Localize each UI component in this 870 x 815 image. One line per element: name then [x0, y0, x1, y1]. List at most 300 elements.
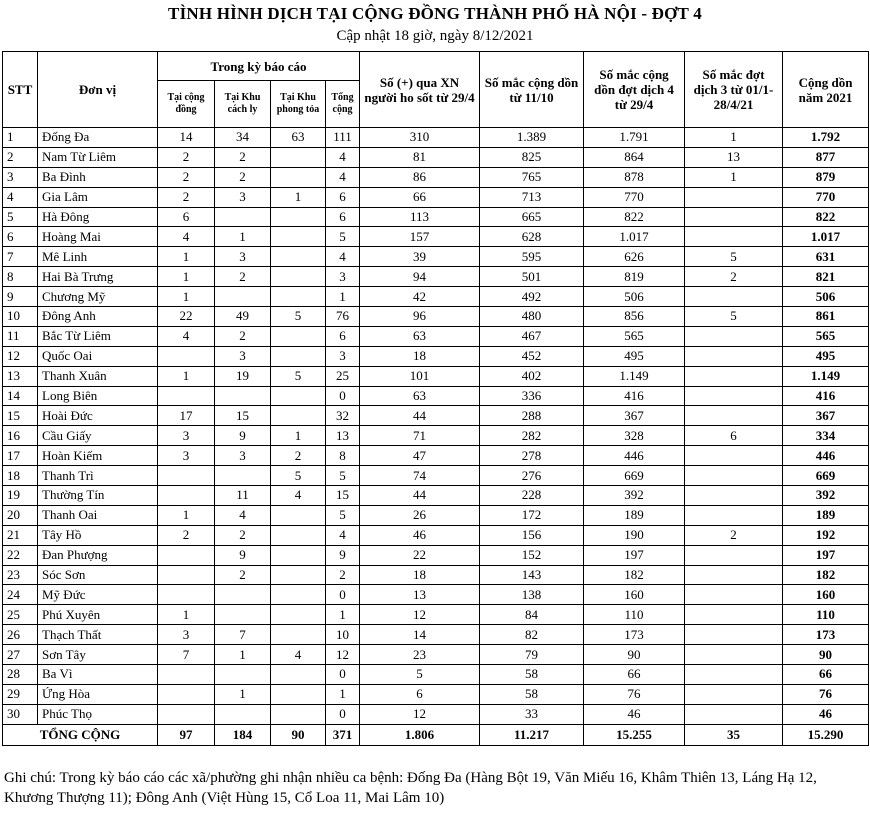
- total-row: [3, 724, 869, 745]
- row-cong-don-2021: 90: [783, 645, 869, 665]
- row-so-mac-tu-11-10: 628: [480, 227, 584, 247]
- row-tai-cong-dong: 22: [158, 307, 215, 327]
- row-tong-cong: 1: [326, 287, 360, 307]
- row-stt: 26: [3, 625, 38, 645]
- row-cong-don-2021: 66: [783, 665, 869, 685]
- row-cong-don-2021: 446: [783, 446, 869, 466]
- row-don-vi: Long Biên: [38, 386, 158, 406]
- row-stt: 16: [3, 426, 38, 446]
- row-tai-khu-phong-toa: [271, 227, 326, 247]
- row-tong-cong: 15: [326, 486, 360, 506]
- row-so-mac-dot-3: 2: [685, 525, 783, 545]
- header-so-mac-dot-3: Số mắc đợt dịch 3 từ 01/1-28/4/21: [685, 52, 783, 128]
- row-tai-cong-dong: [158, 684, 215, 704]
- row-tai-cong-dong: 2: [158, 187, 215, 207]
- row-tai-cong-dong: 4: [158, 227, 215, 247]
- row-so-mac-dot-3: [685, 227, 783, 247]
- table-row: [3, 267, 869, 287]
- row-so-duong-tinh: 44: [360, 486, 480, 506]
- row-tai-cong-dong: 1: [158, 505, 215, 525]
- table-row: [3, 605, 869, 625]
- row-tong-cong: 1: [326, 684, 360, 704]
- row-stt: 27: [3, 645, 38, 665]
- row-tai-cong-dong: [158, 704, 215, 724]
- row-so-mac-tu-11-10: 595: [480, 247, 584, 267]
- header-tai-cong-dong: Tại cộng đồng: [158, 81, 215, 128]
- row-so-duong-tinh: 18: [360, 565, 480, 585]
- row-tai-khu-cach-ly: 2: [215, 326, 271, 346]
- row-so-duong-tinh: 63: [360, 326, 480, 346]
- row-so-mac-tu-11-10: 79: [480, 645, 584, 665]
- row-tong-cong: 32: [326, 406, 360, 426]
- row-don-vi: Thường Tín: [38, 486, 158, 506]
- header-trong-ky-bao-cao: Trong kỳ báo cáo: [158, 52, 360, 81]
- header-tai-khu-cach-ly: Tại Khu cách ly: [215, 81, 271, 128]
- row-don-vi: Thanh Xuân: [38, 366, 158, 386]
- row-tai-cong-dong: 1: [158, 605, 215, 625]
- table-row: [3, 525, 869, 545]
- row-so-mac-dot-4: 160: [584, 585, 685, 605]
- row-so-mac-tu-11-10: 402: [480, 366, 584, 386]
- row-so-mac-dot-3: [685, 466, 783, 486]
- row-don-vi: Thanh Trì: [38, 466, 158, 486]
- row-don-vi: Đống Đa: [38, 128, 158, 148]
- row-tong-cong: 12: [326, 645, 360, 665]
- table-row: [3, 585, 869, 605]
- row-so-duong-tinh: 113: [360, 207, 480, 227]
- row-so-mac-tu-11-10: 278: [480, 446, 584, 466]
- row-so-mac-tu-11-10: 467: [480, 326, 584, 346]
- row-so-mac-tu-11-10: 156: [480, 525, 584, 545]
- row-tai-khu-phong-toa: [271, 386, 326, 406]
- row-stt: 3: [3, 167, 38, 187]
- row-don-vi: Thạch Thất: [38, 625, 158, 645]
- row-so-duong-tinh: 39: [360, 247, 480, 267]
- row-so-mac-dot-3: [685, 346, 783, 366]
- row-so-mac-dot-4: 90: [584, 645, 685, 665]
- row-tai-khu-cach-ly: 1: [215, 227, 271, 247]
- row-don-vi: Cầu Giấy: [38, 426, 158, 446]
- row-don-vi: Ứng Hòa: [38, 684, 158, 704]
- row-tai-khu-phong-toa: 4: [271, 486, 326, 506]
- row-tai-khu-phong-toa: 2: [271, 446, 326, 466]
- row-so-mac-tu-11-10: 501: [480, 267, 584, 287]
- row-cong-don-2021: 879: [783, 167, 869, 187]
- table-body: [3, 128, 869, 725]
- row-tong-cong: 0: [326, 585, 360, 605]
- row-so-mac-tu-11-10: 1.389: [480, 128, 584, 148]
- table-row: [3, 565, 869, 585]
- row-so-mac-tu-11-10: 713: [480, 187, 584, 207]
- row-tong-cong: 111: [326, 128, 360, 148]
- table-row: [3, 466, 869, 486]
- row-so-duong-tinh: 86: [360, 167, 480, 187]
- total-cell: 15.290: [783, 724, 869, 745]
- total-cell: 371: [326, 724, 360, 745]
- table-row: [3, 227, 869, 247]
- row-so-duong-tinh: 14: [360, 625, 480, 645]
- header-tai-khu-phong-toa: Tại Khu phong tỏa: [271, 81, 326, 128]
- row-tai-cong-dong: 1: [158, 287, 215, 307]
- row-so-mac-dot-3: [685, 505, 783, 525]
- total-cell: 1.806: [360, 724, 480, 745]
- row-tai-cong-dong: [158, 486, 215, 506]
- row-tai-khu-phong-toa: [271, 704, 326, 724]
- row-so-mac-tu-11-10: 276: [480, 466, 584, 486]
- row-don-vi: Sóc Sơn: [38, 565, 158, 585]
- row-tai-khu-phong-toa: [271, 147, 326, 167]
- table-row: [3, 406, 869, 426]
- table-row: [3, 505, 869, 525]
- row-tong-cong: 4: [326, 167, 360, 187]
- row-so-mac-dot-3: [685, 684, 783, 704]
- row-tai-khu-cach-ly: 2: [215, 565, 271, 585]
- row-cong-don-2021: 197: [783, 545, 869, 565]
- row-cong-don-2021: 392: [783, 486, 869, 506]
- row-cong-don-2021: 1.149: [783, 366, 869, 386]
- row-so-mac-dot-4: 770: [584, 187, 685, 207]
- row-stt: 19: [3, 486, 38, 506]
- row-cong-don-2021: 76: [783, 684, 869, 704]
- row-tai-khu-cach-ly: 3: [215, 247, 271, 267]
- row-tong-cong: 10: [326, 625, 360, 645]
- row-tong-cong: 25: [326, 366, 360, 386]
- row-cong-don-2021: 1.017: [783, 227, 869, 247]
- total-cell: 11.217: [480, 724, 584, 745]
- row-tai-khu-phong-toa: [271, 247, 326, 267]
- row-so-mac-dot-3: [685, 665, 783, 685]
- row-so-mac-tu-11-10: 288: [480, 406, 584, 426]
- row-tai-khu-cach-ly: [215, 466, 271, 486]
- row-tai-khu-phong-toa: [271, 525, 326, 545]
- row-tai-cong-dong: 1: [158, 267, 215, 287]
- row-so-duong-tinh: 157: [360, 227, 480, 247]
- row-tong-cong: 3: [326, 267, 360, 287]
- row-so-mac-dot-4: 197: [584, 545, 685, 565]
- row-tong-cong: 0: [326, 665, 360, 685]
- row-so-mac-tu-11-10: 84: [480, 605, 584, 625]
- row-so-mac-tu-11-10: 492: [480, 287, 584, 307]
- row-don-vi: Gia Lâm: [38, 187, 158, 207]
- total-cell: 15.255: [584, 724, 685, 745]
- row-so-mac-tu-11-10: 58: [480, 684, 584, 704]
- row-so-mac-dot-4: 1.791: [584, 128, 685, 148]
- header-so-duong-tinh: Số (+) qua XN người ho sốt từ 29/4: [360, 52, 480, 128]
- row-so-mac-dot-4: 173: [584, 625, 685, 645]
- row-so-mac-dot-4: 66: [584, 665, 685, 685]
- row-cong-don-2021: 46: [783, 704, 869, 724]
- row-cong-don-2021: 334: [783, 426, 869, 446]
- table-row: [3, 665, 869, 685]
- row-cong-don-2021: 821: [783, 267, 869, 287]
- row-so-mac-dot-3: [685, 207, 783, 227]
- row-cong-don-2021: 877: [783, 147, 869, 167]
- row-tai-khu-cach-ly: [215, 207, 271, 227]
- row-stt: 18: [3, 466, 38, 486]
- row-so-mac-dot-3: [685, 406, 783, 426]
- row-tong-cong: 3: [326, 346, 360, 366]
- row-so-mac-tu-11-10: 480: [480, 307, 584, 327]
- row-so-mac-tu-11-10: 138: [480, 585, 584, 605]
- row-tai-khu-cach-ly: 34: [215, 128, 271, 148]
- row-cong-don-2021: 110: [783, 605, 869, 625]
- row-so-duong-tinh: 12: [360, 704, 480, 724]
- row-don-vi: Sơn Tây: [38, 645, 158, 665]
- row-tai-cong-dong: 6: [158, 207, 215, 227]
- row-so-duong-tinh: 13: [360, 585, 480, 605]
- row-don-vi: Đông Anh: [38, 307, 158, 327]
- row-so-duong-tinh: 94: [360, 267, 480, 287]
- row-tai-khu-cach-ly: 3: [215, 346, 271, 366]
- row-don-vi: Phú Xuyên: [38, 605, 158, 625]
- row-tong-cong: 5: [326, 227, 360, 247]
- row-stt: 4: [3, 187, 38, 207]
- row-so-mac-dot-4: 110: [584, 605, 685, 625]
- row-don-vi: Bắc Từ Liêm: [38, 326, 158, 346]
- row-tai-khu-phong-toa: [271, 267, 326, 287]
- row-so-mac-dot-3: [685, 625, 783, 645]
- row-tai-khu-cach-ly: 7: [215, 625, 271, 645]
- row-tai-cong-dong: [158, 386, 215, 406]
- row-tai-khu-phong-toa: [271, 585, 326, 605]
- header-don-vi: Đơn vị: [38, 52, 158, 128]
- row-so-duong-tinh: 44: [360, 406, 480, 426]
- row-tai-khu-cach-ly: 2: [215, 267, 271, 287]
- row-cong-don-2021: 192: [783, 525, 869, 545]
- row-so-mac-dot-4: 76: [584, 684, 685, 704]
- row-stt: 22: [3, 545, 38, 565]
- row-tong-cong: 13: [326, 426, 360, 446]
- row-so-duong-tinh: 18: [360, 346, 480, 366]
- row-tai-khu-cach-ly: 2: [215, 147, 271, 167]
- row-tai-khu-cach-ly: [215, 287, 271, 307]
- row-so-duong-tinh: 81: [360, 147, 480, 167]
- row-so-mac-dot-3: [685, 565, 783, 585]
- row-tai-khu-phong-toa: [271, 207, 326, 227]
- row-tai-khu-cach-ly: [215, 605, 271, 625]
- row-tai-khu-phong-toa: [271, 625, 326, 645]
- row-tong-cong: 4: [326, 525, 360, 545]
- report-title: TÌNH HÌNH DỊCH TẠI CỘNG ĐỒNG THÀNH PHỐ HÀ NỘI - ĐỢT 4: [168, 4, 702, 23]
- header-tong-cong: Tổng cộng: [326, 81, 360, 128]
- row-so-mac-dot-3: 1: [685, 167, 783, 187]
- row-so-duong-tinh: 47: [360, 446, 480, 466]
- row-cong-don-2021: 1.792: [783, 128, 869, 148]
- row-so-mac-dot-3: [685, 605, 783, 625]
- row-tai-cong-dong: [158, 466, 215, 486]
- row-tai-cong-dong: 1: [158, 366, 215, 386]
- row-so-mac-dot-4: 416: [584, 386, 685, 406]
- row-tai-cong-dong: [158, 565, 215, 585]
- row-so-mac-tu-11-10: 228: [480, 486, 584, 506]
- row-tai-khu-phong-toa: [271, 545, 326, 565]
- row-stt: 11: [3, 326, 38, 346]
- row-so-duong-tinh: 71: [360, 426, 480, 446]
- row-don-vi: Mỹ Đức: [38, 585, 158, 605]
- row-so-mac-tu-11-10: 152: [480, 545, 584, 565]
- row-so-mac-tu-11-10: 825: [480, 147, 584, 167]
- row-so-duong-tinh: 5: [360, 665, 480, 685]
- row-cong-don-2021: 160: [783, 585, 869, 605]
- row-so-duong-tinh: 46: [360, 525, 480, 545]
- row-tai-khu-cach-ly: 2: [215, 167, 271, 187]
- row-so-mac-dot-4: 1.149: [584, 366, 685, 386]
- row-tai-khu-phong-toa: [271, 346, 326, 366]
- row-cong-don-2021: 182: [783, 565, 869, 585]
- row-tong-cong: 6: [326, 326, 360, 346]
- row-so-mac-tu-11-10: 172: [480, 505, 584, 525]
- row-tai-cong-dong: [158, 585, 215, 605]
- row-so-mac-tu-11-10: 765: [480, 167, 584, 187]
- row-so-mac-dot-3: [685, 545, 783, 565]
- table-row: [3, 704, 869, 724]
- row-so-mac-dot-3: [685, 386, 783, 406]
- row-tai-khu-phong-toa: 4: [271, 645, 326, 665]
- total-cell: 184: [215, 724, 271, 745]
- row-stt: 23: [3, 565, 38, 585]
- row-tong-cong: 6: [326, 207, 360, 227]
- table-row: [3, 426, 869, 446]
- row-tai-cong-dong: [158, 665, 215, 685]
- row-stt: 5: [3, 207, 38, 227]
- row-so-mac-dot-3: 1: [685, 128, 783, 148]
- row-so-mac-tu-11-10: 58: [480, 665, 584, 685]
- row-so-mac-dot-3: [685, 326, 783, 346]
- table-row: [3, 386, 869, 406]
- row-tai-khu-cach-ly: 3: [215, 187, 271, 207]
- row-so-mac-dot-3: 13: [685, 147, 783, 167]
- row-cong-don-2021: 416: [783, 386, 869, 406]
- row-don-vi: Nam Từ Liêm: [38, 147, 158, 167]
- row-tong-cong: 4: [326, 147, 360, 167]
- header-stt: STT: [3, 52, 38, 128]
- row-tai-khu-phong-toa: [271, 565, 326, 585]
- table-row: [3, 346, 869, 366]
- row-tai-khu-phong-toa: [271, 505, 326, 525]
- row-so-mac-dot-3: [685, 287, 783, 307]
- table-row: [3, 307, 869, 327]
- row-don-vi: Chương Mỹ: [38, 287, 158, 307]
- row-tai-khu-cach-ly: [215, 386, 271, 406]
- row-tai-khu-phong-toa: 1: [271, 426, 326, 446]
- total-label: TỔNG CỘNG: [3, 724, 158, 745]
- row-so-mac-dot-4: 190: [584, 525, 685, 545]
- row-cong-don-2021: 631: [783, 247, 869, 267]
- row-tai-cong-dong: 2: [158, 167, 215, 187]
- row-so-mac-dot-3: [685, 366, 783, 386]
- row-stt: 10: [3, 307, 38, 327]
- table-row: [3, 147, 869, 167]
- row-cong-don-2021: 189: [783, 505, 869, 525]
- row-tong-cong: 5: [326, 466, 360, 486]
- table-row: [3, 326, 869, 346]
- row-so-mac-dot-4: 328: [584, 426, 685, 446]
- footnote: Ghi chú: Trong kỳ báo cáo các xã/phường ghi nhận nhiều ca bệnh: Đống Đa (Hàng Bột 19, Văn Miếu 16, Khâm Thiên 13, Láng Hạ 12, Khương Thượng 11); Đông Anh (Việt Hùng 15, Cổ Loa 11, Mai Lâm 10): [4, 770, 817, 806]
- row-tong-cong: 76: [326, 307, 360, 327]
- row-so-mac-dot-4: 819: [584, 267, 685, 287]
- row-tai-cong-dong: 3: [158, 625, 215, 645]
- row-so-mac-dot-4: 864: [584, 147, 685, 167]
- row-tai-khu-phong-toa: 5: [271, 307, 326, 327]
- row-stt: 21: [3, 525, 38, 545]
- row-so-mac-dot-4: 1.017: [584, 227, 685, 247]
- row-don-vi: Phúc Thọ: [38, 704, 158, 724]
- row-stt: 13: [3, 366, 38, 386]
- total-cell: 35: [685, 724, 783, 745]
- row-don-vi: Ba Đình: [38, 167, 158, 187]
- table-row: [3, 187, 869, 207]
- row-so-mac-dot-3: 5: [685, 247, 783, 267]
- row-tong-cong: 1: [326, 605, 360, 625]
- total-cell: 97: [158, 724, 215, 745]
- row-so-mac-dot-4: 506: [584, 287, 685, 307]
- row-tai-cong-dong: 3: [158, 446, 215, 466]
- row-tong-cong: 6: [326, 187, 360, 207]
- row-don-vi: Hoài Đức: [38, 406, 158, 426]
- row-tong-cong: 2: [326, 565, 360, 585]
- row-stt: 28: [3, 665, 38, 685]
- header-so-mac-dot-4: Số mắc cộng dồn đợt dịch 4 từ 29/4: [584, 52, 685, 128]
- row-so-mac-dot-4: 495: [584, 346, 685, 366]
- row-so-mac-dot-4: 626: [584, 247, 685, 267]
- row-so-mac-dot-4: 565: [584, 326, 685, 346]
- row-tong-cong: 4: [326, 247, 360, 267]
- row-cong-don-2021: 565: [783, 326, 869, 346]
- row-tai-cong-dong: [158, 346, 215, 366]
- table-row: [3, 207, 869, 227]
- row-tai-khu-phong-toa: 63: [271, 128, 326, 148]
- row-tai-khu-phong-toa: [271, 684, 326, 704]
- row-don-vi: Hoàn Kiếm: [38, 446, 158, 466]
- row-cong-don-2021: 669: [783, 466, 869, 486]
- row-stt: 29: [3, 684, 38, 704]
- row-tai-khu-phong-toa: [271, 665, 326, 685]
- row-stt: 24: [3, 585, 38, 605]
- row-so-mac-tu-11-10: 143: [480, 565, 584, 585]
- table-row: [3, 486, 869, 506]
- row-stt: 15: [3, 406, 38, 426]
- row-tai-cong-dong: 4: [158, 326, 215, 346]
- row-tai-khu-cach-ly: 4: [215, 505, 271, 525]
- row-tai-khu-cach-ly: 9: [215, 545, 271, 565]
- row-don-vi: Hoàng Mai: [38, 227, 158, 247]
- row-cong-don-2021: 861: [783, 307, 869, 327]
- row-so-mac-dot-3: 5: [685, 307, 783, 327]
- row-so-duong-tinh: 42: [360, 287, 480, 307]
- row-stt: 14: [3, 386, 38, 406]
- row-stt: 1: [3, 128, 38, 148]
- table-row: [3, 545, 869, 565]
- row-don-vi: Ba Vì: [38, 665, 158, 685]
- table-row: [3, 287, 869, 307]
- row-so-mac-dot-3: [685, 187, 783, 207]
- row-stt: 17: [3, 446, 38, 466]
- row-so-mac-dot-4: 446: [584, 446, 685, 466]
- row-so-mac-dot-3: 6: [685, 426, 783, 446]
- row-so-mac-dot-3: [685, 704, 783, 724]
- row-stt: 20: [3, 505, 38, 525]
- row-tai-khu-phong-toa: 5: [271, 366, 326, 386]
- table-row: [3, 625, 869, 645]
- row-stt: 9: [3, 287, 38, 307]
- row-tai-khu-cach-ly: 9: [215, 426, 271, 446]
- table-header-row: [3, 52, 869, 81]
- row-tong-cong: 9: [326, 545, 360, 565]
- row-tai-cong-dong: 17: [158, 406, 215, 426]
- table-row: [3, 446, 869, 466]
- row-don-vi: Hai Bà Trưng: [38, 267, 158, 287]
- row-so-mac-dot-3: [685, 486, 783, 506]
